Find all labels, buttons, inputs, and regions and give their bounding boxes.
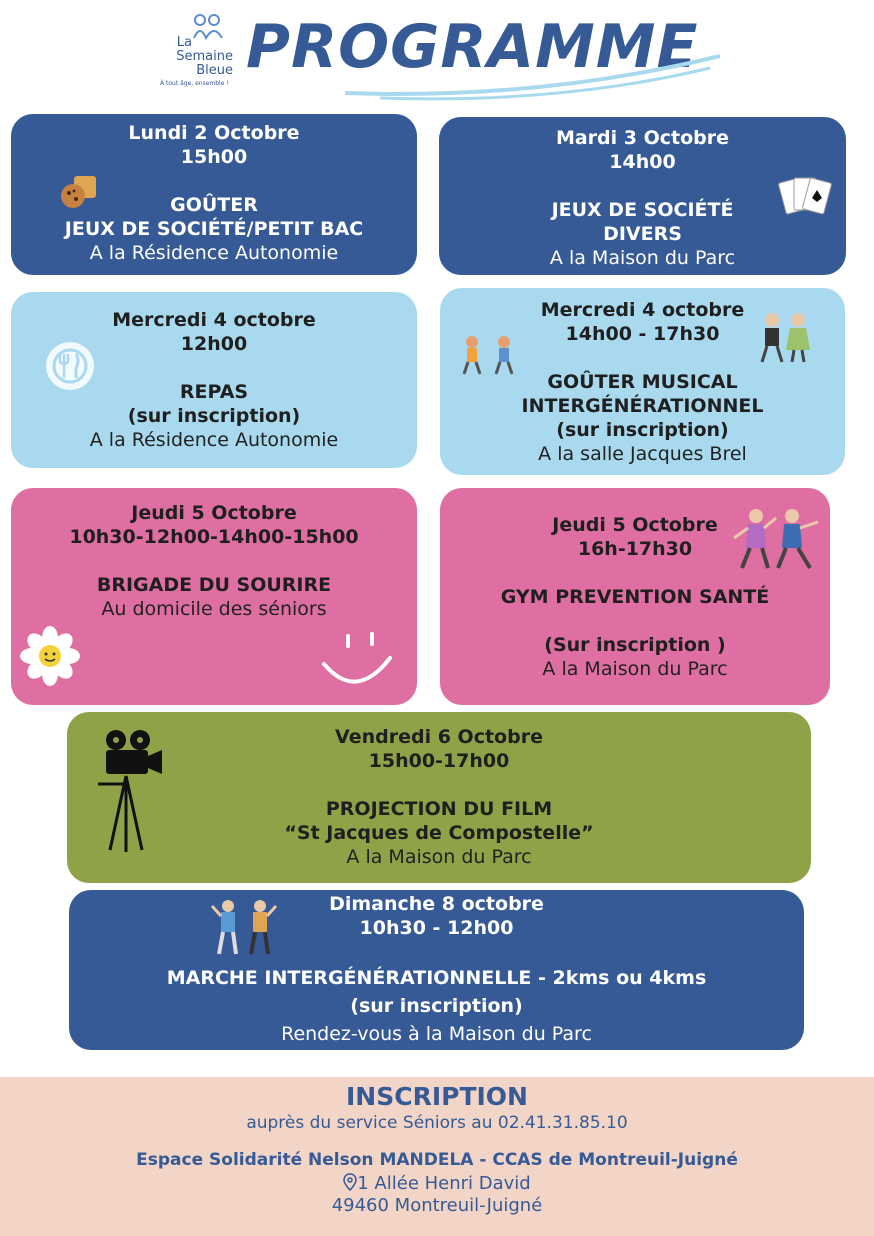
address-line2: 49460 Montreuil-Juigné: [331, 1195, 543, 1216]
event-date: Mercredi 4 octobre: [540, 299, 745, 321]
people-logo-icon: [192, 14, 230, 40]
event-time: 14h00: [609, 151, 676, 173]
event-card-sunday: [69, 890, 804, 1050]
event-subtitle: (sur inscription): [350, 995, 523, 1017]
event-title: REPAS: [179, 381, 249, 403]
event-date: Vendredi 6 Octobre: [335, 726, 543, 748]
event-date: Lundi 2 Octobre: [128, 122, 300, 144]
event-title: JEUX DE SOCIÉTÉ: [551, 199, 734, 221]
event-place: Rendez-vous à la Maison du Parc: [281, 1023, 592, 1045]
event-date: Dimanche 8 octobre: [329, 893, 544, 915]
plate-cutlery-icon: [44, 340, 96, 392]
event-place: A la Résidence Autonomie: [89, 242, 339, 264]
title-swoosh-icon: [340, 48, 730, 102]
event-subtitle: INTERGÉNÉRATIONNEL: [521, 395, 764, 417]
event-card-friday: [67, 712, 811, 883]
event-time: 15h00-17h00: [368, 750, 510, 772]
flower-icon: [20, 626, 80, 686]
event-title: GOÛTER: [170, 194, 258, 216]
event-place: A la Maison du Parc: [549, 247, 736, 269]
logo-tagline: À tout âge, ensemble !: [160, 80, 229, 87]
event-time: 15h00: [180, 146, 248, 168]
inscription-footer: [0, 1077, 874, 1236]
event-place: Au domicile des séniors: [101, 598, 327, 620]
event-date: Jeudi 5 Octobre: [552, 514, 718, 536]
event-title: MARCHE INTERGÉNÉRATIONNELLE - 2kms ou 4kms: [166, 967, 707, 989]
movie-camera-icon: [96, 726, 166, 854]
event-title: BRIGADE DU SOURIRE: [96, 574, 332, 596]
inscription-heading: INSCRIPTION: [346, 1082, 528, 1111]
cookie-icon: [58, 174, 100, 210]
seniors-exercising-icon: [730, 504, 822, 576]
event-place: A la Maison du Parc: [346, 846, 532, 868]
event-title: GYM PREVENTION SANTÉ: [500, 586, 770, 608]
event-place: A la Maison du Parc: [542, 658, 728, 680]
event-title: GOÛTER MUSICAL: [547, 371, 738, 393]
page-title: PROGRAMME: [246, 12, 699, 82]
children-dancing-icon: [458, 334, 522, 376]
event-subtitle: “St Jacques de Compostelle”: [284, 822, 594, 844]
event-subtitle: (Sur inscription ): [544, 634, 726, 656]
logo: [158, 14, 238, 94]
logo-line3: Bleue: [196, 63, 233, 78]
event-place: A la Résidence Autonomie: [89, 429, 339, 451]
smile-icon: [318, 630, 396, 692]
event-date: Jeudi 5 Octobre: [131, 502, 297, 524]
event-date: Mercredi 4 octobre: [112, 309, 316, 331]
event-note: (sur inscription): [556, 419, 729, 441]
inscription-phone: auprès du service Séniors au 02.41.31.85.10: [246, 1113, 628, 1133]
seniors-dancing-icon: [756, 310, 816, 364]
event-time: 14h00 - 17h30: [565, 323, 720, 345]
event-time: 16h-17h30: [577, 538, 693, 560]
event-subtitle: JEUX DE SOCIÉTÉ/PETIT BAC: [64, 218, 364, 240]
event-date: Mardi 3 Octobre: [555, 127, 730, 149]
organization-name: Espace Solidarité Nelson MANDELA - CCAS de Montreuil-Juigné: [136, 1150, 738, 1170]
event-time: 10h30-12h00-14h00-15h00: [69, 526, 359, 548]
location-pin-icon: [343, 1173, 357, 1191]
event-subtitle: DIVERS: [603, 223, 682, 245]
event-place: A la salle Jacques Brel: [538, 443, 747, 465]
event-time: 10h30 - 12h00: [359, 917, 514, 939]
event-title: PROJECTION DU FILM: [325, 798, 553, 820]
logo-line1: La: [176, 35, 192, 50]
address-line1: [0, 1172, 874, 1195]
address-street: 1 Allée Henri David: [357, 1173, 531, 1194]
event-subtitle: (sur inscription): [127, 405, 301, 427]
playing-cards-icon: [778, 174, 832, 220]
logo-line2: Semaine: [176, 49, 233, 64]
seniors-walking-icon: [208, 898, 282, 958]
event-time: 12h00: [180, 333, 248, 355]
